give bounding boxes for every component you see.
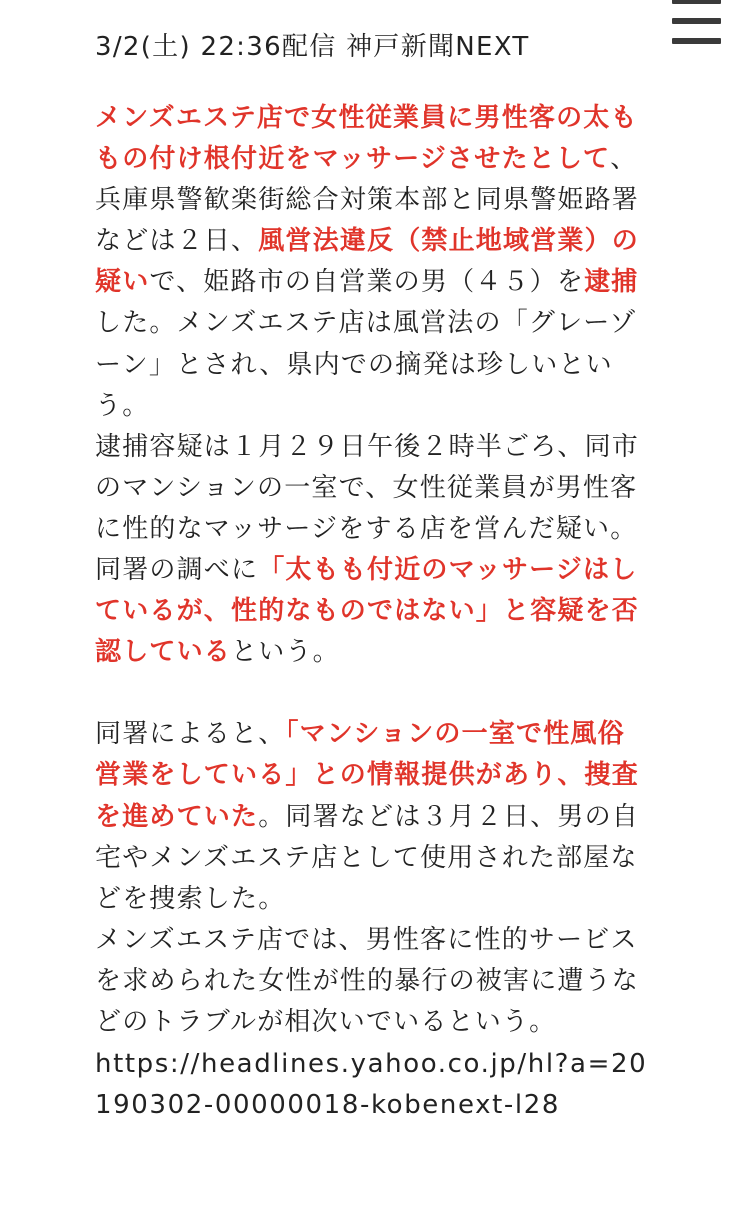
- highlighted-text: 「マンションの一室で性風俗営業をしている」との情報提供があり、捜査を進めていた: [95, 719, 640, 832]
- article-dateline: 3/2(土) 22:36配信 神戸新聞NEXT: [95, 32, 530, 62]
- body-text: した。メンズエステ店は風営法の「グレーゾーン」とされ、県内での摘発は珍しいという。: [95, 308, 637, 421]
- body-text: 同署によると、: [95, 719, 286, 750]
- article-body: [95, 98, 648, 1126]
- menu-bar: [672, 38, 721, 44]
- body-text: 逮捕容疑は１月２９日午後２時半ごろ、同市のマンションの一室で、女性従業員が男性客に性的なマッサージをする店を営んだ疑い。同署の調べに: [95, 431, 640, 586]
- menu-bar: [672, 18, 721, 24]
- hamburger-menu-icon[interactable]: [672, 0, 722, 48]
- body-text: 。同署などは３月２日、男の自宅やメンズエステ店として使用された部屋などを捜索した。: [95, 801, 640, 914]
- source-url[interactable]: https://headlines.yahoo.co.jp/hl?a=20190302-00000018-kobenext-l28: [95, 1049, 648, 1121]
- paragraph-3: [95, 714, 648, 919]
- menu-bar: [672, 0, 721, 4]
- paragraph-4: [95, 920, 648, 1043]
- body-text: という。: [231, 637, 340, 668]
- highlighted-text: 逮捕: [584, 267, 639, 298]
- body-text: で、姫路市の自営業の男（４５）を: [149, 267, 585, 298]
- paragraph-1: [95, 98, 648, 427]
- paragraph-2: [95, 427, 648, 674]
- highlighted-text: メンズエステ店で女性従業員に男性客の太ももの付け根付近をマッサージさせたとして: [95, 103, 638, 175]
- highlighted-text: 「太もも付近のマッサージはしているが、性的なものではない」と容疑を否認している: [95, 555, 640, 668]
- highlighted-text: 風営法違反（禁止地域営業）の疑い: [95, 226, 640, 298]
- body-text: 、兵庫県警歓楽街総合対策本部と同県警姫路署などは２日、: [95, 144, 640, 257]
- body-text: メンズエステ店では、男性客に性的サービスを求められた女性が性的暴行の被害に遭うなどのトラブルが相次いでいるという。: [95, 924, 640, 1037]
